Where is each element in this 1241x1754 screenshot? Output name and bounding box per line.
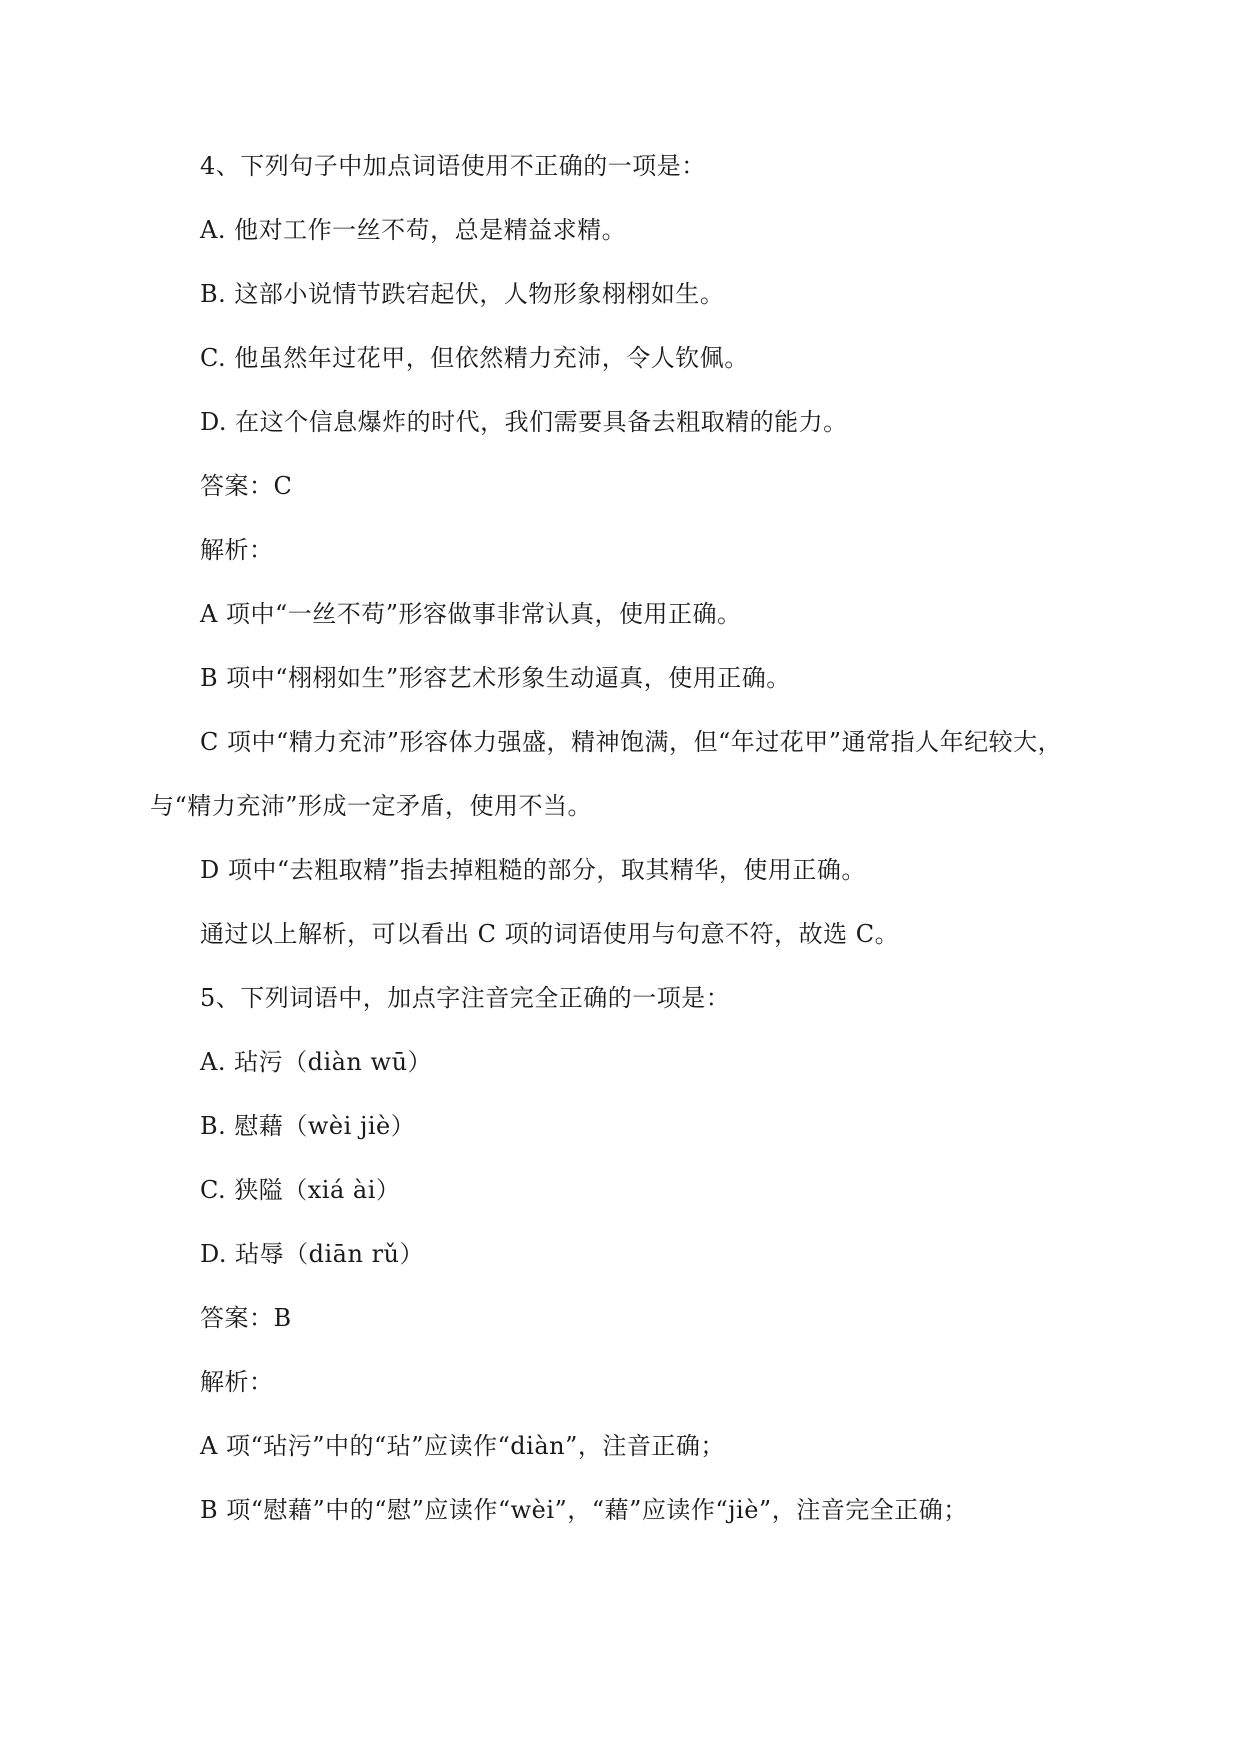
q5-analysis-label: 解析： — [200, 1368, 274, 1396]
q4-analysis-b: B 项中“栩栩如生”形容艺术形象生动逼真，使用正确。 — [200, 664, 791, 692]
q4-conclusion: 通过以上解析，可以看出 C 项的词语使用与句意不符，故选 C。 — [200, 920, 900, 948]
q5-option-a: A. 玷污（diàn wū） — [200, 1048, 433, 1076]
q4-analysis-label: 解析： — [200, 536, 274, 564]
q5-option-c: C. 狭隘（xiá ài） — [200, 1176, 401, 1204]
q5-answer: 答案：B — [200, 1304, 292, 1332]
q4-analysis-c-line2: 与“精力充沛”形成一定矛盾，使用不当。 — [150, 792, 593, 820]
q4-option-a: A. 他对工作一丝不苟，总是精益求精。 — [200, 216, 627, 244]
q4-question: 4、下列句子中加点词语使用不正确的一项是： — [200, 152, 706, 180]
q5-option-b: B. 慰藉（wèi jiè） — [200, 1112, 416, 1140]
q4-option-d: D. 在这个信息爆炸的时代，我们需要具备去粗取精的能力。 — [200, 408, 848, 436]
q4-analysis-c-line1: C 项中“精力充沛”形容体力强盛，精神饱满，但“年过花甲”通常指人年纪较大， — [200, 728, 1063, 756]
q4-answer: 答案：C — [200, 472, 293, 500]
q5-analysis-b: B 项“慰藉”中的“慰”应读作“wèi”，“藉”应读作“jiè”，注音完全正确； — [200, 1496, 968, 1524]
q4-analysis-a: A 项中“一丝不苟”形容做事非常认真，使用正确。 — [200, 600, 742, 628]
document-body — [150, 146, 1090, 1554]
q4-option-c: C. 他虽然年过花甲，但依然精力充沛，令人钦佩。 — [200, 344, 749, 372]
q5-analysis-a: A 项“玷污”中的“玷”应读作“diàn”，注音正确； — [200, 1432, 725, 1460]
q4-analysis-d: D 项中“去粗取精”指去掉粗糙的部分，取其精华，使用正确。 — [200, 856, 866, 884]
q5-option-d: D. 玷辱（diān rǔ） — [200, 1240, 425, 1268]
q5-question: 5、下列词语中，加点字注音完全正确的一项是： — [200, 984, 731, 1012]
q4-option-b: B. 这部小说情节跌宕起伏，人物形象栩栩如生。 — [200, 280, 725, 308]
